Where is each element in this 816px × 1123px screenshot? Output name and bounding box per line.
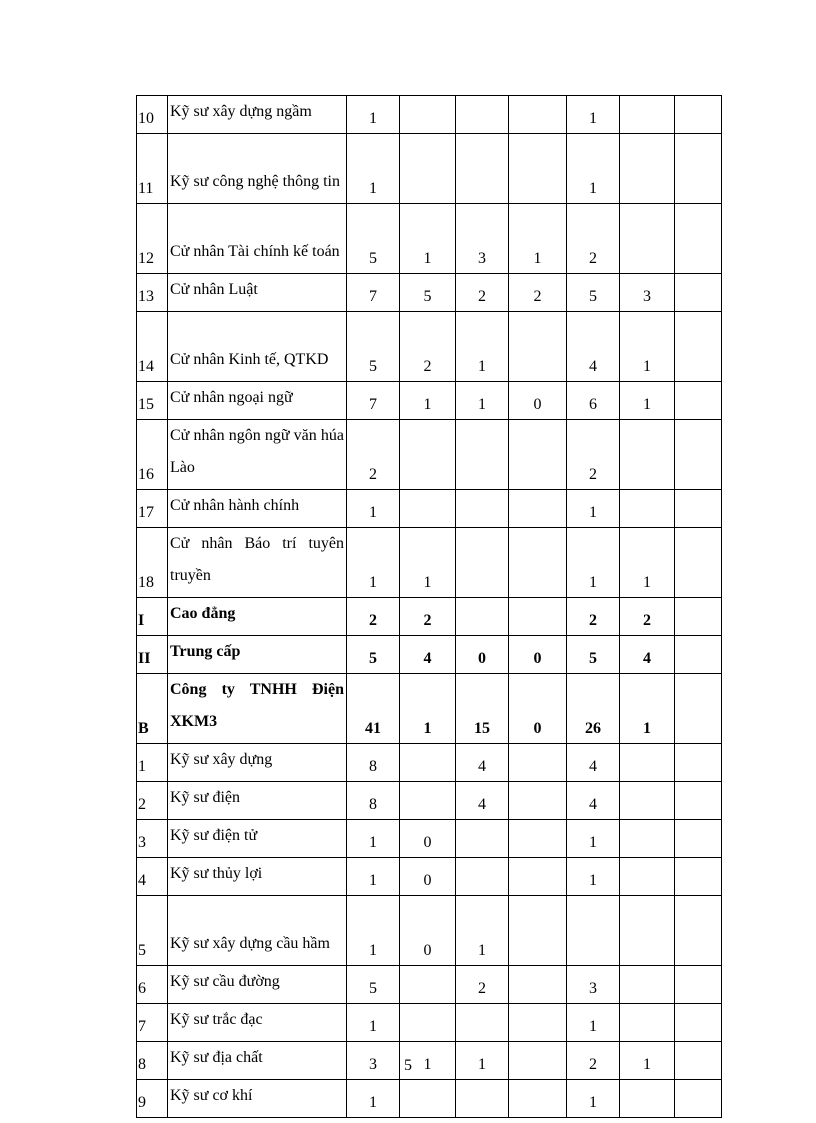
value-cell (675, 490, 722, 528)
value-cell (567, 896, 620, 966)
value-cell: 7 (347, 382, 400, 420)
value-cell: 1 (620, 312, 675, 382)
value-cell (675, 382, 722, 420)
row-number: 14 (137, 312, 168, 382)
value-cell: 6 (567, 382, 620, 420)
value-cell: 1 (567, 96, 620, 134)
value-cell: 1 (347, 896, 400, 966)
row-label: Kỹ sư điện tử (168, 820, 347, 858)
table-row (137, 820, 722, 858)
value-cell: 5 (567, 274, 620, 312)
table-row (137, 134, 722, 204)
value-cell (456, 1004, 509, 1042)
value-cell: 1 (620, 382, 675, 420)
value-cell (456, 490, 509, 528)
row-number: 13 (137, 274, 168, 312)
value-cell: 2 (509, 274, 567, 312)
row-number: II (137, 636, 168, 674)
value-cell (620, 744, 675, 782)
value-cell: 1 (456, 1042, 509, 1080)
value-cell (400, 1004, 456, 1042)
value-cell: 2 (400, 312, 456, 382)
row-number: 10 (137, 96, 168, 134)
value-cell (675, 1080, 722, 1118)
value-cell: 1 (620, 674, 675, 744)
value-cell (620, 966, 675, 1004)
value-cell (620, 858, 675, 896)
row-number: 17 (137, 490, 168, 528)
value-cell (509, 858, 567, 896)
row-label: Kỹ sư công nghệ thông tin (168, 134, 347, 204)
row-number: 3 (137, 820, 168, 858)
value-cell: 0 (400, 858, 456, 896)
value-cell: 1 (509, 204, 567, 274)
value-cell: 2 (567, 420, 620, 490)
value-cell (620, 1004, 675, 1042)
value-cell: 41 (347, 674, 400, 744)
table-row (137, 420, 722, 490)
value-cell (675, 420, 722, 490)
row-label: Cử nhân Luật (168, 274, 347, 312)
table-row (137, 96, 722, 134)
row-number: I (137, 598, 168, 636)
value-cell (675, 204, 722, 274)
value-cell (400, 420, 456, 490)
value-cell: 0 (400, 896, 456, 966)
value-cell: 2 (347, 420, 400, 490)
table-row (137, 598, 722, 636)
value-cell: 26 (567, 674, 620, 744)
value-cell: 5 (567, 636, 620, 674)
value-cell (456, 528, 509, 598)
value-cell (509, 820, 567, 858)
value-cell: 1 (567, 134, 620, 204)
value-cell: 1 (567, 528, 620, 598)
value-cell (620, 96, 675, 134)
row-label: Cử nhân hành chính (168, 490, 347, 528)
row-label: Cao đẳng (168, 598, 347, 636)
value-cell (675, 896, 722, 966)
row-label: Kỹ sư xây dựng (168, 744, 347, 782)
value-cell: 5 (347, 204, 400, 274)
table-row (137, 896, 722, 966)
value-cell (620, 134, 675, 204)
value-cell (620, 782, 675, 820)
value-cell (675, 674, 722, 744)
value-cell: 7 (347, 274, 400, 312)
value-cell (509, 966, 567, 1004)
row-label: Kỹ sư xây dựng cầu hầm (168, 896, 347, 966)
value-cell (675, 96, 722, 134)
row-label: Công ty TNHH Điện XKM3 (168, 674, 347, 744)
value-cell: 1 (347, 858, 400, 896)
value-cell (456, 420, 509, 490)
value-cell (400, 966, 456, 1004)
value-cell (675, 966, 722, 1004)
value-cell (675, 820, 722, 858)
table-row (137, 490, 722, 528)
value-cell: 1 (347, 820, 400, 858)
value-cell (620, 1080, 675, 1118)
value-cell: 1 (347, 134, 400, 204)
value-cell: 1 (620, 528, 675, 598)
value-cell: 0 (456, 636, 509, 674)
table-row (137, 528, 722, 598)
value-cell: 8 (347, 744, 400, 782)
row-number: 1 (137, 744, 168, 782)
value-cell: 4 (567, 782, 620, 820)
row-number: 9 (137, 1080, 168, 1118)
value-cell (400, 134, 456, 204)
value-cell (509, 134, 567, 204)
row-label: Cử nhân ngoại ngữ (168, 382, 347, 420)
row-number: 11 (137, 134, 168, 204)
table-row (137, 274, 722, 312)
value-cell (675, 274, 722, 312)
value-cell: 4 (400, 636, 456, 674)
row-label: Kỹ sư cầu đường (168, 966, 347, 1004)
value-cell: 5 (347, 312, 400, 382)
value-cell: 2 (567, 204, 620, 274)
row-number: 18 (137, 528, 168, 598)
value-cell: 1 (400, 1042, 456, 1080)
value-cell (509, 598, 567, 636)
table-row (137, 674, 722, 744)
page-number: 5 (404, 1057, 412, 1074)
value-cell: 3 (567, 966, 620, 1004)
value-cell (620, 896, 675, 966)
value-cell: 2 (347, 598, 400, 636)
value-cell (400, 96, 456, 134)
value-cell: 3 (620, 274, 675, 312)
value-cell (456, 820, 509, 858)
value-cell: 3 (347, 1042, 400, 1080)
row-label: Trung cấp (168, 636, 347, 674)
row-number: 15 (137, 382, 168, 420)
value-cell (509, 312, 567, 382)
value-cell (400, 490, 456, 528)
value-cell: 1 (400, 382, 456, 420)
row-label: Cử nhân Kinh tế, QTKD (168, 312, 347, 382)
row-label: Cử nhân Báo trí tuyên truyền (168, 528, 347, 598)
table-row (137, 858, 722, 896)
value-cell: 8 (347, 782, 400, 820)
value-cell: 0 (400, 820, 456, 858)
staff-table (136, 95, 722, 1118)
table-row (137, 312, 722, 382)
value-cell (509, 420, 567, 490)
value-cell: 1 (347, 528, 400, 598)
row-number: 16 (137, 420, 168, 490)
table-row (137, 966, 722, 1004)
value-cell (456, 858, 509, 896)
table-row (137, 744, 722, 782)
value-cell: 1 (567, 490, 620, 528)
value-cell (400, 744, 456, 782)
value-cell (675, 858, 722, 896)
table-row (137, 1004, 722, 1042)
table-row (137, 636, 722, 674)
row-number: 12 (137, 204, 168, 274)
row-label: Kỹ sư thủy lợi (168, 858, 347, 896)
row-label: Cử nhân ngôn ngữ văn húa Lào (168, 420, 347, 490)
row-label: Kỹ sư trắc đạc (168, 1004, 347, 1042)
value-cell (400, 1080, 456, 1118)
value-cell (675, 312, 722, 382)
value-cell: 2 (456, 274, 509, 312)
value-cell (456, 1080, 509, 1118)
value-cell: 1 (400, 528, 456, 598)
table-row (137, 382, 722, 420)
table-row (137, 782, 722, 820)
value-cell: 1 (567, 1004, 620, 1042)
value-cell (400, 782, 456, 820)
value-cell: 1 (567, 1080, 620, 1118)
value-cell (620, 204, 675, 274)
value-cell: 2 (620, 598, 675, 636)
value-cell: 1 (400, 674, 456, 744)
value-cell: 5 (347, 636, 400, 674)
table-body (137, 96, 722, 1118)
value-cell: 0 (509, 674, 567, 744)
row-label: Cử nhân Tài chính kế toán (168, 204, 347, 274)
table-row (137, 1080, 722, 1118)
value-cell: 4 (456, 782, 509, 820)
value-cell: 2 (567, 1042, 620, 1080)
value-cell: 1 (400, 204, 456, 274)
value-cell: 1 (347, 490, 400, 528)
value-cell (509, 490, 567, 528)
value-cell (675, 528, 722, 598)
value-cell (620, 420, 675, 490)
row-number: 6 (137, 966, 168, 1004)
value-cell (509, 1004, 567, 1042)
value-cell: 1 (456, 382, 509, 420)
value-cell (675, 598, 722, 636)
value-cell (456, 96, 509, 134)
value-cell (509, 896, 567, 966)
value-cell (675, 134, 722, 204)
value-cell: 15 (456, 674, 509, 744)
value-cell: 4 (567, 312, 620, 382)
value-cell: 1 (567, 820, 620, 858)
value-cell: 0 (509, 636, 567, 674)
row-number: B (137, 674, 168, 744)
value-cell: 5 (347, 966, 400, 1004)
value-cell: 4 (567, 744, 620, 782)
row-number: 2 (137, 782, 168, 820)
row-number: 5 (137, 896, 168, 966)
row-label: Kỹ sư cơ khí (168, 1080, 347, 1118)
value-cell (456, 134, 509, 204)
value-cell: 5 (400, 274, 456, 312)
value-cell (509, 528, 567, 598)
row-label: Kỹ sư điện (168, 782, 347, 820)
value-cell: 1 (620, 1042, 675, 1080)
value-cell: 1 (567, 858, 620, 896)
value-cell: 4 (620, 636, 675, 674)
value-cell: 1 (347, 1080, 400, 1118)
value-cell (509, 96, 567, 134)
value-cell (509, 782, 567, 820)
value-cell: 1 (347, 1004, 400, 1042)
value-cell (456, 598, 509, 636)
value-cell (675, 1004, 722, 1042)
table-row (137, 204, 722, 274)
value-cell (620, 490, 675, 528)
value-cell (620, 820, 675, 858)
value-cell: 0 (509, 382, 567, 420)
value-cell: 4 (456, 744, 509, 782)
value-cell: 3 (456, 204, 509, 274)
row-label: Kỹ sư địa chất (168, 1042, 347, 1080)
row-label: Kỹ sư xây dựng ngầm (168, 96, 347, 134)
value-cell (675, 744, 722, 782)
value-cell: 1 (456, 312, 509, 382)
value-cell: 1 (347, 96, 400, 134)
value-cell: 2 (400, 598, 456, 636)
value-cell: 2 (567, 598, 620, 636)
value-cell (675, 636, 722, 674)
value-cell (509, 1080, 567, 1118)
row-number: 4 (137, 858, 168, 896)
value-cell: 1 (456, 896, 509, 966)
value-cell (675, 782, 722, 820)
row-number: 7 (137, 1004, 168, 1042)
value-cell: 2 (456, 966, 509, 1004)
row-number: 8 (137, 1042, 168, 1080)
value-cell (509, 744, 567, 782)
